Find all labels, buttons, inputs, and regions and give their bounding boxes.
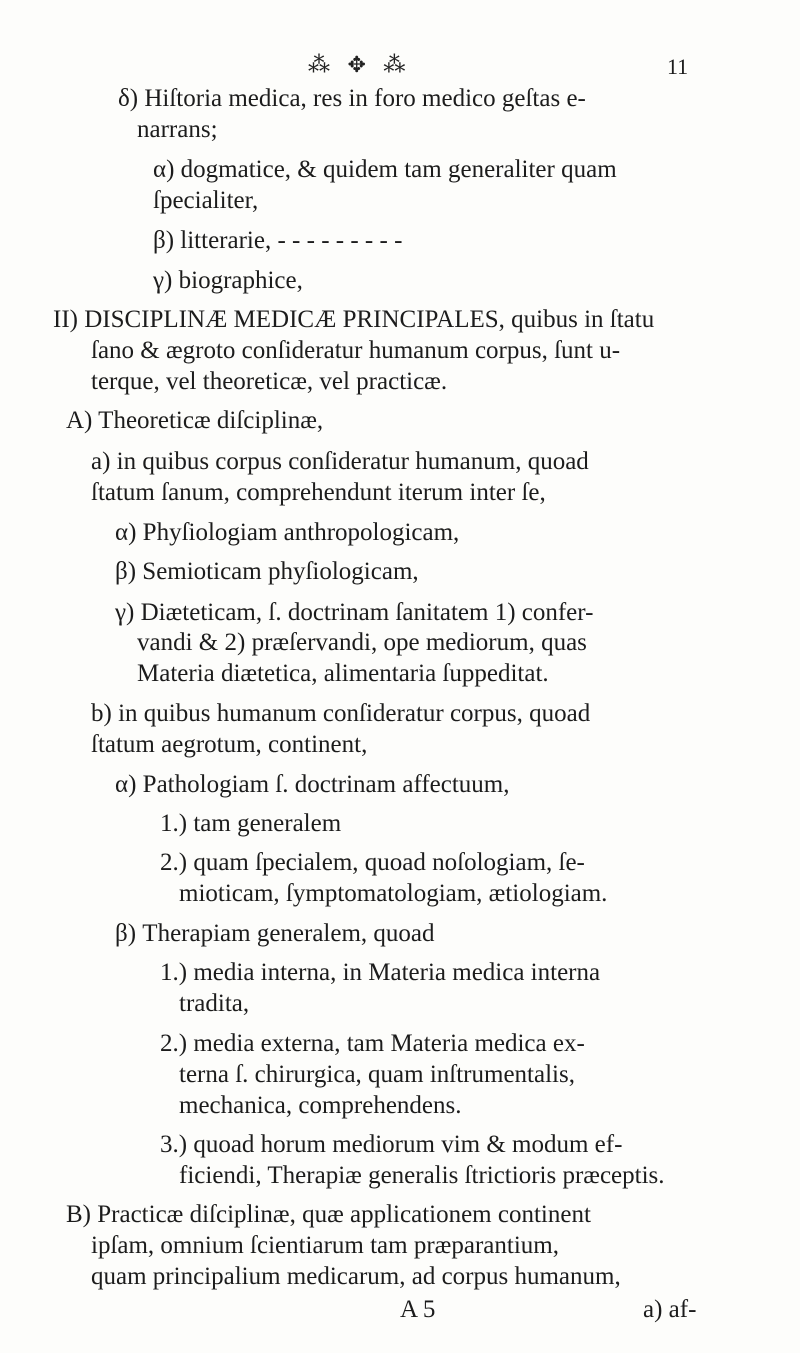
text-line-7: II) DISCIPLINÆ MEDICÆ PRINCIPALES, quibus in ſtatu: [53, 306, 655, 333]
text-line-17: Materia diætetica, alimentaria ſuppeditat.: [137, 660, 549, 687]
text-line-32: B) Practicæ diſciplinæ, quæ applicationem continent: [66, 1201, 591, 1228]
text-line-15: γ) Diæteticam, ſ. doctrinam ſanitatem 1) confer-: [115, 599, 594, 626]
text-line-31: ficiendi, Therapiæ generalis ſtrictioris præceptis.: [179, 1162, 665, 1189]
header-ornament: ⁂ ✥ ⁂: [308, 52, 412, 77]
text-line-34: quam principalium medicarum, ad corpus humanum,: [91, 1263, 621, 1290]
page-number: 11: [667, 54, 689, 79]
text-line-8: ſano & ægroto conſideratur humanum corpus, ſunt u-: [91, 337, 621, 364]
text-line-16: vandi & 2) præſervandi, ope mediorum, quas: [137, 629, 587, 656]
text-line-29: mechanica, comprehendens.: [179, 1092, 462, 1119]
signature-mark: A 5: [400, 1296, 436, 1323]
text-line-1: δ) Hiſtoria medica, res in foro medico geſtas e-: [118, 85, 586, 112]
text-line-22: 2.) quam ſpecialem, quoad noſologiam, ſe-: [160, 849, 585, 876]
text-line-4: ſpecialiter,: [153, 187, 259, 214]
text-line-14: β) Semioticam phyſiologicam,: [115, 558, 419, 585]
text-line-13: α) Phyſiologiam anthropologicam,: [115, 519, 460, 546]
text-line-3: α) dogmatice, & quidem tam generaliter quam: [153, 156, 617, 183]
text-line-23: mioticam, ſymptomatologiam, ætiologiam.: [179, 880, 608, 907]
text-line-21: 1.) tam generalem: [160, 810, 342, 837]
text-line-11: a) in quibus corpus conſideratur humanum, quoad: [91, 448, 589, 475]
text-line-27: 2.) media externa, tam Materia medica ex-: [160, 1030, 585, 1057]
text-line-6: γ) biographice,: [153, 267, 303, 294]
text-line-2: narrans;: [137, 116, 218, 143]
text-line-10: A) Theoreticæ diſciplinæ,: [66, 407, 324, 434]
text-line-28: terna ſ. chirurgica, quam inſtrumentalis,: [179, 1061, 575, 1088]
text-line-24: β) Therapiam generalem, quoad: [115, 920, 435, 947]
text-line-12: ſtatum ſanum, comprehendunt iterum inter ſe,: [91, 479, 546, 506]
text-line-19: ſtatum aegrotum, continent,: [91, 731, 368, 758]
text-line-20: α) Pathologiam ſ. doctrinam affectuum,: [115, 771, 510, 798]
text-line-5: β) litterarie, - - - - - - - - -: [153, 227, 403, 254]
text-line-26: tradita,: [179, 990, 250, 1017]
text-line-30: 3.) quoad horum mediorum vim & modum ef-: [160, 1131, 623, 1158]
text-line-9: terque, vel theoreticæ, vel practicæ.: [91, 368, 448, 395]
catchword: a) af-: [643, 1296, 697, 1323]
text-line-18: b) in quibus humanum conſideratur corpus, quoad: [91, 700, 591, 727]
text-line-33: ipſam, omnium ſcientiarum tam præparantium,: [91, 1232, 559, 1259]
text-line-25: 1.) media interna, in Materia medica interna: [160, 959, 601, 986]
